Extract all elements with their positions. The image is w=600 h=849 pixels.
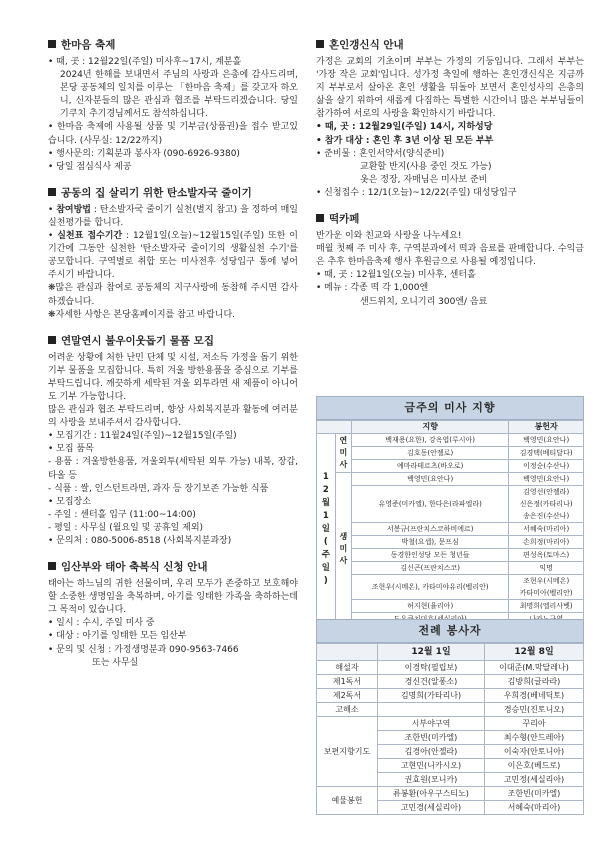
- marriage-when: • 때, 곳 : 12월29일(주일) 14시, 지하성당: [316, 121, 584, 134]
- mass-group-memorial: 연 미 사: [335, 434, 351, 473]
- servers-row: [317, 717, 584, 731]
- servers-table: [316, 643, 584, 815]
- servers-date2-cell: 김방희(글라라): [484, 675, 583, 689]
- donation-place-sunday: - 주일 : 센터홀 입구 (11:00~14:00): [48, 509, 298, 522]
- carbon-how-text: : 탄소발자국 줄이기 실천(별지 참고) 을 정하여 매일 실천평가를 합니다.: [48, 204, 299, 228]
- mass-intent-cell: 동경한인성당 모든 청년들: [352, 549, 509, 562]
- servers-role-cell: 해설자: [317, 661, 378, 675]
- festival-heading: [48, 38, 298, 52]
- pregnancy-description: 태아는 하느님의 귀한 선물이며, 우리 모두가 존중하고 보호해야 할 소중한 생명임을 축복하며, 아기를 잉태한 가족을 축하하는데 그 목적이 있습니다.: [48, 579, 298, 616]
- servers-date1-cell: 이경탁(필립보): [378, 661, 485, 675]
- marriage-heading: [316, 38, 584, 52]
- marriage-prep-ring: 교환할 반지(사용 중인 것도 가능): [360, 161, 492, 172]
- mass-row: [317, 447, 584, 460]
- square-bullet-icon: [316, 214, 324, 222]
- mass-offer-cell: 백영민(요안나): [509, 473, 584, 486]
- servers-head-blank: [317, 644, 378, 661]
- servers-date1-cell: 경신건(알퐁소): [378, 675, 485, 689]
- servers-date1-cell: [378, 703, 485, 717]
- mass-row: [317, 486, 584, 523]
- marriage-description: 가정은 교회의 기초이며 부부는 가정의 기둥입니다. 그래서 부부는 '가장 작은 교회'입니다. 성가정 축일에 행하는 혼인갱신식은 지금까지 부부로서 살아온 혼인 생활을 뒤돌아 보면서 혼인성사의 은총의 삶을 살기 위하여 새롭게 다짐하는 특별한 시간이니 많은 부부님들이 참가하여 서로의 사랑을 확인하시기 바랍니다.: [316, 57, 584, 120]
- mass-intentions-title: 금주의 미사 지향: [316, 396, 584, 420]
- servers-box: [316, 619, 584, 815]
- servers-offer-cell: 조한빈(미카엘): [484, 787, 583, 801]
- mass-intent-cell: 서봉규(프란치스코하비에르): [352, 523, 509, 536]
- cafe-section: [316, 212, 584, 309]
- mass-intent-cell: 백영민(요안나): [352, 473, 509, 486]
- festival-description: 2024년 한해를 보내면서 주님의 사랑과 은총에 감사드리며, 본당 공동체의 일치를 이루는 「한마음 축제」를 갖고자 하오니, 신자분들의 많은 관심과 협조를 부탁드리겠습니다. 당일 기쿠치 추기경님께서도 참석하십니다.: [60, 70, 298, 120]
- servers-date2-cell: 경승민(진토니오): [484, 703, 583, 717]
- servers-date1-cell: 김명희(가타리나): [378, 689, 485, 703]
- servers-prayer-cell: 고현민(니카시오): [378, 759, 485, 773]
- mass-intent-cell: 조현우(시메온), 카타미야유리(벨리안): [352, 575, 509, 600]
- mass-row: [317, 600, 584, 613]
- mass-row: [317, 473, 584, 486]
- donation-section: [48, 334, 298, 548]
- servers-row: [317, 675, 584, 689]
- servers-prayer-label: 보편지향기도: [317, 717, 378, 787]
- servers-offer-cell: 류봉환(아우구스티노): [378, 787, 485, 801]
- festival-title: 한마음 축제: [61, 39, 116, 51]
- donation-item-food: - 식품 : 쌀, 인스턴트라면, 과자 등 장기보존 가능한 식품: [48, 483, 298, 496]
- pregnancy-target: • 대상 : 아기를 잉태한 모든 임산부: [48, 630, 298, 643]
- mass-intent-cell: 백재용(요한), 강옥엽(루시아): [352, 434, 509, 447]
- pregnancy-apply: • 문의 및 신청 : 가정생명분과 090-9563-7466: [48, 644, 298, 657]
- servers-row: [317, 703, 584, 717]
- mass-row: [317, 562, 584, 575]
- servers-role-cell: 제2독서: [317, 689, 378, 703]
- left-column: [48, 38, 298, 682]
- carbon-title: 공동의 집 살리기 위한 탄소발자국 줄이기: [61, 186, 252, 199]
- cafe-menu: • 메뉴 : 각종 떡 각 1,000엔: [316, 282, 584, 295]
- mass-offer-cell: 편성옥(토마스): [509, 549, 584, 562]
- mass-intent-cell: 예마라테르츠(바오로): [352, 460, 509, 473]
- square-bullet-icon: [316, 40, 324, 48]
- marriage-target: • 참가 대상 : 혼인 후 3년 이상 된 모든 부부: [316, 135, 584, 148]
- cafe-when: • 때, 곳 : 12월1일(오늘) 미사후, 센터홀: [316, 269, 584, 282]
- servers-row: [317, 661, 584, 675]
- square-bullet-icon: [48, 562, 56, 570]
- cafe-menu-2: 샌드위치, 오니기리 300엔/ 음료: [360, 296, 488, 307]
- square-bullet-icon: [48, 40, 56, 48]
- servers-offer-cell: 서혜숙(마리아): [484, 801, 583, 815]
- servers-prayer-cell: 권효원(모니카): [378, 773, 485, 787]
- right-column: [316, 38, 584, 321]
- mass-intentions-box: [316, 396, 584, 626]
- square-bullet-icon: [48, 336, 56, 344]
- festival-section: [48, 38, 298, 174]
- servers-prayer-cell: 이은호(베드로): [484, 759, 583, 773]
- mass-row: [317, 460, 584, 473]
- servers-head-date1: 12월 1일: [378, 644, 485, 661]
- square-bullet-icon: [48, 188, 56, 196]
- donation-thanks: 많은 관심과 협조 부탁드리며, 향상 사회복지분과 활동에 여러분의 사랑을 보내주셔서 감사합니다.: [48, 405, 298, 429]
- donation-contact: • 문의처 : 080-5006-8518 (사회복지분과장): [48, 535, 298, 548]
- cafe-title: 떡카페: [329, 213, 360, 226]
- mass-intent-cell: 김신곤(프란치스코): [352, 562, 509, 575]
- servers-date2-cell: 우희경(베네딕토): [484, 689, 583, 703]
- mass-row: [317, 549, 584, 562]
- mass-offer-cell: 서혜숙(마리아): [509, 523, 584, 536]
- mass-row: [317, 523, 584, 536]
- carbon-heading: [48, 186, 298, 200]
- mass-intent-cell: 유영준(미카엘), 한다은(라파엘라): [352, 486, 509, 523]
- mass-offer-cell: 김경택(베티달다): [509, 447, 584, 460]
- marriage-section: [316, 38, 584, 200]
- festival-when: • 때, 곳 : 12월22일(주일) 미사후~17시, 계분홀: [48, 56, 298, 69]
- mass-intent-cell: 허지현(율리아): [352, 600, 509, 613]
- marriage-apply: • 신청접수 : 12/1(오늘)~12/22(주일) 대성당입구: [316, 187, 584, 200]
- mass-offer-cell: 조현우(시메온) 카타미아(벨리안): [509, 575, 584, 600]
- mass-offer-cell: 이정순(수산나): [509, 460, 584, 473]
- donation-items-title: • 모집 품목: [48, 443, 298, 456]
- mass-intent-cell: 김호동(안젤로): [352, 447, 509, 460]
- festival-gift: • 한마음 축제에 사용될 상품 및 기부금(상품권)을 접수 받고있습니다. (사무실: 12/22까지): [48, 121, 298, 147]
- servers-prayer-head: 꾸리아: [484, 717, 583, 731]
- mass-row: [317, 434, 584, 447]
- pregnancy-apply-office: 또는 사무실: [92, 657, 139, 668]
- donation-place-weekday: - 평일 : 사무실 (월요일 및 공휴일 제외): [48, 522, 298, 535]
- marriage-prep-clothes: 옷은 정장, 자매님은 미사보 준비: [360, 174, 488, 185]
- servers-role-cell: 제1독서: [317, 675, 378, 689]
- carbon-when: [48, 230, 298, 282]
- donation-heading: [48, 334, 298, 348]
- mass-head-offer: 봉헌자: [509, 421, 584, 434]
- pregnancy-title: 임산부와 태아 축복식 신청 안내: [61, 561, 208, 574]
- pregnancy-when: • 일시 : 수시, 주일 미사 중: [48, 617, 298, 630]
- festival-contact: • 행사문의: 기획분과 봉사자 (090-6926-9380): [48, 148, 298, 161]
- mass-head-blank: [317, 421, 352, 434]
- mass-offer-cell: 백영민(요안나): [509, 434, 584, 447]
- carbon-note-1: ❋ 많은 관심과 참여로 공동체의 지구사랑에 동참해 주시면 감사하겠습니다.: [48, 282, 298, 308]
- servers-head-date2: 12월 8일: [484, 644, 583, 661]
- mass-head-intent: 지향: [352, 421, 509, 434]
- cafe-heading: [316, 212, 584, 226]
- mass-offer-cell: 최명희(엘리사벳): [509, 600, 584, 613]
- marriage-prep: • 준비물 : 혼인서약서(양식준비): [316, 148, 584, 161]
- carbon-section: [48, 186, 298, 322]
- mass-offer-cell: 김영선(안젤라) 신은정(카타리나) 송은진(수산나): [509, 486, 584, 523]
- carbon-when-label: 실천표 접수기간: [57, 231, 123, 242]
- mass-offer-cell: 익명: [509, 562, 584, 575]
- servers-title: 전례 봉사자: [316, 619, 584, 643]
- servers-offer-label: 예물봉헌: [317, 787, 378, 815]
- donation-item-goods: - 용품 : 겨울방한용품, 겨울외투(세탁된 외투 가능) 내복, 장갑, 타올 등: [48, 456, 298, 482]
- marriage-title: 혼인갱신식 안내: [329, 39, 404, 51]
- cafe-greeting: 반가운 이와 친교와 사랑을 나누세요!: [316, 231, 462, 242]
- carbon-how-label: 참여방법: [56, 204, 91, 215]
- servers-row: [317, 787, 584, 801]
- servers-prayer-cell: 고민정(세실리아): [484, 773, 583, 787]
- mass-intent-cell: 박철(요셉), 문프심: [352, 536, 509, 549]
- mass-row: [317, 575, 584, 600]
- mass-date-cell: 1 2 월 1 일 ( 주 일 ): [317, 434, 336, 626]
- pregnancy-section: [48, 560, 298, 670]
- servers-row: [317, 689, 584, 703]
- carbon-when-text: : 12월1일(오늘)~12월15일(주일) 또한 이 기간에 그동안 실천한 '탄소발자국 줄이기의 생활실천 수기'를 공모합니다. 구역별로 취합 또는 미사전후 성당입구 통에 넣어 주시기 바랍니다.: [48, 231, 298, 281]
- carbon-how: [48, 204, 298, 230]
- cafe-description: 매월 첫째 주 미사 후, 구역분과에서 떡과 음료를 판매합니다. 수익금은 추후 한마음축제 행사 후원금으로 사용될 예정입니다.: [316, 244, 584, 268]
- donation-description: 어려운 상황에 처한 난민 단체 및 시설, 저소득 가정을 돕기 위한 기부 물품을 모집합니다. 특히 겨울 방한용품을 중심으로 기부를 부탁드립니다. 깨끗하게 세탁된 겨울 외투라면 새 제품이 아니어도 기부 가능합니다.: [48, 352, 298, 402]
- mass-offer-cell: 손희정(마리아): [509, 536, 584, 549]
- servers-prayer-cell: 이숙자(안토니아): [484, 745, 583, 759]
- donation-title: 연말연시 불우이웃돕기 물품 모집: [61, 334, 214, 347]
- donation-place-title: • 모집장소: [48, 496, 298, 509]
- servers-prayer-cell: 조한빈(미카엘): [378, 731, 485, 745]
- carbon-note-2: ❋ 자세한 사항은 본당홈페이지를 참고 바랍니다.: [48, 309, 298, 322]
- mass-group-living: 생 미 사: [335, 473, 351, 626]
- pregnancy-heading: [48, 560, 298, 574]
- servers-role-cell: 고해소: [317, 703, 378, 717]
- servers-prayer-cell: 김경아(안젤라): [378, 745, 485, 759]
- mass-intentions-table: [316, 420, 584, 626]
- servers-prayer-head: 시부야구역: [378, 717, 485, 731]
- mass-row: [317, 536, 584, 549]
- servers-prayer-cell: 최수형(안드레아): [484, 731, 583, 745]
- servers-date2-cell: 이대준(M.막달레나): [484, 661, 583, 675]
- servers-offer-cell: 고민경(세실리아): [378, 801, 485, 815]
- donation-period: • 모집기간 : 11월24일(주일)~12월15일(주일): [48, 430, 298, 443]
- festival-lunch: • 당일 점심식사 제공: [48, 161, 298, 174]
